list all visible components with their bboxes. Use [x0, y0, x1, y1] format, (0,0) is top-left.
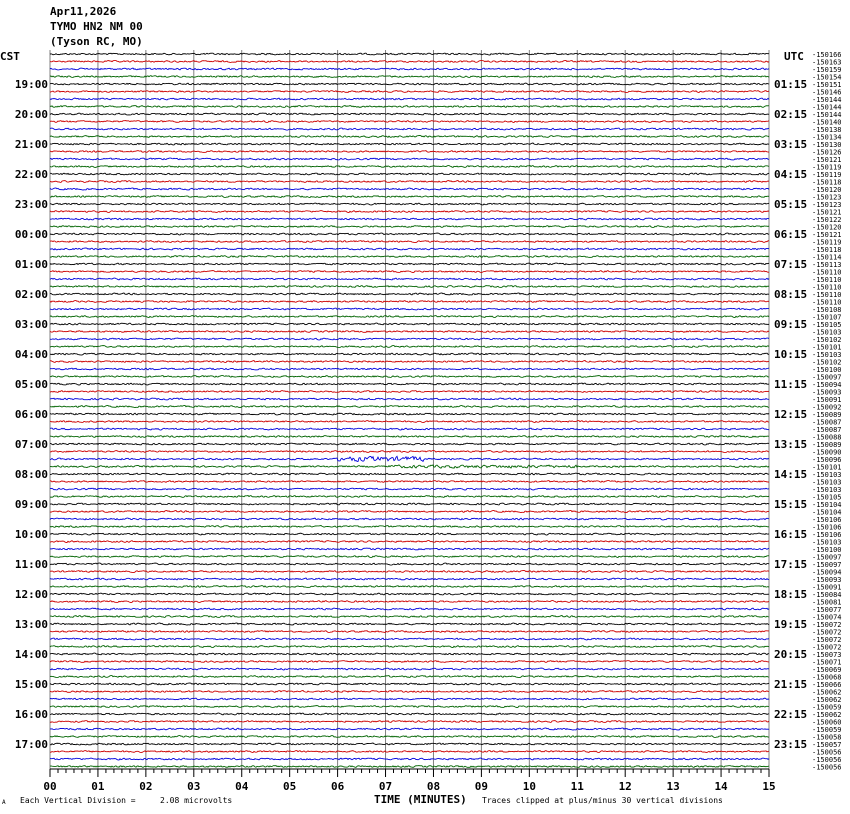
trace-line [50, 271, 769, 273]
trace-line [50, 496, 769, 498]
right-hour-label: 03:15 [774, 138, 808, 151]
right-hour-label: 16:15 [774, 528, 808, 541]
right-hour-label: 17:15 [774, 558, 808, 571]
date-label: Apr11,2026 [50, 5, 117, 18]
trace-line [50, 346, 769, 348]
trace-offset-label: -150100 [812, 546, 842, 554]
scale-value: 2.08 microvolts [160, 796, 233, 805]
x-tick-label: 11 [570, 780, 584, 793]
trace-line [50, 428, 769, 430]
x-tick-label: 01 [91, 780, 105, 793]
trace-line [50, 465, 769, 468]
left-hour-label: 20:00 [14, 108, 48, 121]
trace-line [50, 758, 769, 760]
trace-offset-label: -150062 [812, 688, 842, 697]
trace-line [50, 766, 769, 768]
trace-offset-label: -150106 [812, 531, 842, 539]
trace-line [50, 413, 769, 415]
trace-offset-label: -150089 [812, 411, 842, 419]
trace-offset-label: -150056 [812, 763, 842, 772]
trace-offset-label: -150110 [812, 276, 842, 284]
x-tick-label: 08 [426, 780, 441, 793]
trace-offset-label: -150059 [812, 703, 842, 712]
trace-offset-label: -150097 [812, 561, 842, 569]
trace-line [50, 143, 769, 145]
trace-offset-label: -150058 [812, 733, 842, 742]
trace-offset-label: -150101 [812, 343, 842, 352]
trace-offset-label: -150163 [812, 58, 842, 67]
trace-line [50, 570, 769, 572]
right-hour-label: 09:15 [774, 318, 808, 331]
trace-offset-label: -150118 [812, 246, 842, 254]
trace-line [50, 106, 769, 108]
trace-line [50, 158, 769, 160]
trace-line [50, 593, 769, 595]
trace-line [50, 353, 769, 355]
trace-offset-label: -150110 [812, 268, 842, 277]
right-hour-label: 02:15 [774, 108, 808, 121]
left-hour-label: 07:00 [14, 438, 48, 451]
clip-note: Traces clipped at plus/minus 30 vertical divisions [482, 796, 723, 805]
right-hour-label: 12:15 [774, 408, 808, 421]
trace-offset-label: -150068 [812, 673, 842, 682]
trace-line [50, 586, 769, 588]
trace-line [50, 541, 769, 543]
trace-line [50, 510, 769, 512]
left-hour-label: 10:00 [14, 528, 48, 541]
right-hour-label: 10:15 [774, 348, 808, 361]
trace-line [50, 293, 769, 295]
trace-offset-label: -150069 [812, 666, 842, 674]
trace-line [50, 451, 769, 453]
trace-line [50, 173, 769, 175]
trace-offset-label: -150130 [812, 141, 842, 149]
left-hour-label: 04:00 [14, 348, 48, 361]
trace-line [50, 563, 769, 565]
trace-offset-label: -150110 [812, 298, 842, 307]
trace-line [50, 728, 769, 730]
right-hour-label: 21:15 [774, 678, 808, 691]
trace-offset-label: -150087 [812, 418, 842, 427]
trace-offset-label: -150103 [812, 471, 842, 479]
trace-offset-label: -150073 [812, 651, 842, 659]
x-tick-label: 06 [330, 780, 345, 793]
trace-offset-label: -150062 [812, 711, 842, 719]
trace-offset-label: -150077 [812, 606, 842, 614]
left-time-labels [15, 78, 48, 751]
trace-line [50, 166, 769, 168]
trace-offset-label: -150059 [812, 726, 842, 734]
left-hour-label: 22:00 [14, 168, 48, 181]
trace-line [50, 503, 769, 505]
trace-offset-label: -150113 [812, 261, 842, 269]
trace-offset-label: -150110 [812, 291, 842, 299]
trace-line [50, 456, 769, 461]
trace-line [50, 218, 769, 220]
trace-offset-label: -150103 [812, 328, 842, 337]
trace-line [50, 391, 769, 393]
trace-offset-label: -150084 [812, 591, 842, 599]
trace-offset-label: -150104 [812, 508, 842, 517]
right-hour-label: 18:15 [774, 588, 808, 601]
trace-line [50, 526, 769, 528]
trace-line [50, 361, 769, 363]
right-hour-label: 08:15 [774, 288, 808, 301]
right-hour-label: 23:15 [774, 738, 808, 751]
trace-offset-label: -150060 [812, 718, 842, 727]
trace-group [50, 53, 769, 767]
trace-line [50, 211, 769, 213]
trace-line [50, 233, 769, 235]
x-tick-label: 15 [762, 780, 776, 793]
trace-offset-label: -150096 [812, 456, 842, 464]
trace-offset-label: -150088 [812, 433, 842, 442]
trace-line [50, 256, 769, 258]
trace-line [50, 383, 769, 385]
trace-offset-label: -150120 [812, 186, 842, 194]
x-tick-label: 02 [139, 780, 153, 793]
x-tick-label: 04 [235, 780, 249, 793]
trace-offset-label: -150138 [812, 126, 842, 134]
left-hour-label: 17:00 [14, 738, 48, 751]
trace-line [50, 608, 769, 610]
trace-offset-label: -150072 [812, 621, 842, 629]
trace-offset-label: -150146 [812, 88, 842, 97]
x-tick-label: 00 [43, 780, 57, 793]
x-tick-label: 13 [666, 780, 680, 793]
trace-line [50, 421, 769, 423]
station-label: TYMO HN2 NM 00 [50, 20, 143, 33]
right-hour-label: 05:15 [774, 198, 808, 211]
trace-line [50, 481, 769, 483]
right-timezone-label: UTC [784, 50, 804, 63]
right-hour-label: 22:15 [774, 708, 808, 721]
x-tick-label: 10 [522, 780, 536, 793]
scale-prefix: Each Vertical Division = [20, 796, 136, 805]
trace-offset-label: -150107 [812, 313, 842, 322]
left-hour-label: 21:00 [14, 138, 48, 151]
location-label: (Tyson RC, MO) [50, 35, 143, 48]
trace-line [50, 443, 769, 445]
left-hour-label: 15:00 [14, 678, 48, 691]
trace-line [50, 601, 769, 603]
trace-offset-label: -150134 [812, 133, 842, 142]
trace-line [50, 668, 769, 670]
trace-line [50, 623, 769, 625]
trace-offset-label: -150100 [812, 366, 842, 374]
trace-offset-label: -150166 [812, 51, 842, 59]
trace-line [50, 631, 769, 633]
left-hour-label: 13:00 [14, 618, 48, 631]
trace-offset-label: -150102 [812, 358, 842, 367]
trace-offset-label: -150101 [812, 463, 842, 472]
trace-offset-label: -150072 [812, 628, 842, 637]
trace-offset-label: -150089 [812, 441, 842, 449]
right-hour-label: 20:15 [774, 648, 808, 661]
trace-offset-label: -150072 [812, 643, 842, 652]
trace-offset-label: -150081 [812, 598, 842, 607]
trace-line [50, 533, 769, 535]
right-hour-label: 07:15 [774, 258, 808, 271]
trace-line [50, 128, 769, 130]
trace-offset-label: -150102 [812, 336, 842, 344]
trace-line [50, 736, 769, 738]
trace-offset-label: -150119 [812, 238, 842, 247]
left-hour-label: 09:00 [14, 498, 48, 511]
left-timezone-label: CST [0, 50, 20, 63]
trace-line [50, 653, 769, 655]
x-tick-label: 09 [474, 780, 489, 793]
left-hour-label: 02:00 [14, 288, 48, 301]
left-hour-label: 11:00 [14, 558, 48, 571]
trace-line [50, 706, 769, 708]
trace-line [50, 751, 769, 753]
trace-line [50, 196, 769, 198]
trace-offset-label: -150104 [812, 501, 842, 509]
trace-line [50, 331, 769, 333]
trace-offset-label: -150057 [812, 741, 842, 749]
trace-offset-label: -150121 [812, 208, 842, 217]
trace-line [50, 226, 769, 228]
trace-offset-label: -150103 [812, 486, 842, 494]
left-hour-label: 00:00 [14, 228, 48, 241]
trace-line [50, 68, 769, 70]
trace-line [50, 83, 769, 85]
trace-offset-label: -150126 [812, 148, 842, 157]
right-time-labels [774, 78, 807, 751]
trace-line [50, 301, 769, 303]
left-hour-label: 06:00 [14, 408, 48, 421]
trace-line [50, 316, 769, 318]
trace-offset-label: -150144 [812, 96, 842, 104]
trace-offset-label: -150144 [812, 103, 842, 112]
trace-offset-label: -150123 [812, 193, 842, 202]
right-hour-label: 06:15 [774, 228, 808, 241]
trace-line [50, 616, 769, 618]
right-hour-label: 04:15 [774, 168, 808, 181]
trace-offset-label: -150106 [812, 523, 842, 532]
trace-line [50, 398, 769, 400]
trace-line [50, 646, 769, 648]
x-tick-label: 03 [187, 780, 201, 793]
x-tick-label: 05 [283, 780, 297, 793]
trace-line [50, 241, 769, 243]
right-hour-label: 19:15 [774, 618, 808, 631]
x-tick-label: 07 [378, 780, 393, 793]
trace-line [50, 436, 769, 438]
trace-line [50, 248, 769, 250]
trace-line [50, 113, 769, 115]
trace-offset-label: -150093 [812, 388, 842, 397]
right-hour-label: 13:15 [774, 438, 808, 451]
left-hour-label: 03:00 [14, 318, 48, 331]
trace-offset-label: -150091 [812, 396, 842, 404]
trace-line [50, 286, 769, 288]
trace-offset-label: -150056 [812, 748, 842, 757]
x-axis-title: TIME (MINUTES) [374, 793, 467, 806]
trace-offset-label: -150121 [812, 156, 842, 164]
right-hour-label: 01:15 [774, 78, 808, 91]
trace-offset-label: -150056 [812, 756, 842, 764]
trace-line [50, 676, 769, 678]
trace-offset-label: -150122 [812, 216, 842, 224]
trace-line [50, 698, 769, 700]
trace-offset-label: -150071 [812, 658, 842, 667]
trace-line [50, 308, 769, 310]
trace-offset-label: -150105 [812, 493, 842, 502]
trace-line [50, 691, 769, 693]
trace-line [50, 181, 769, 183]
trace-line [50, 338, 769, 340]
trace-offset-label: -150072 [812, 636, 842, 644]
left-hour-label: 01:00 [14, 258, 48, 271]
trace-line [50, 368, 769, 370]
trace-offset-label: -150062 [812, 696, 842, 704]
offset-labels [812, 51, 842, 772]
trace-line [50, 548, 769, 550]
left-hour-label: 05:00 [14, 378, 48, 391]
trace-offset-label: -150159 [812, 66, 842, 74]
trace-offset-label: -150092 [812, 403, 842, 412]
right-hour-label: 15:15 [774, 498, 808, 511]
trace-offset-label: -150097 [812, 553, 842, 562]
trace-line [50, 53, 769, 55]
trace-offset-label: -150151 [812, 81, 842, 89]
trace-line [50, 376, 769, 378]
trace-offset-label: -150105 [812, 321, 842, 329]
trace-line [50, 151, 769, 153]
trace-offset-label: -150097 [812, 373, 842, 382]
left-hour-label: 19:00 [14, 78, 48, 91]
trace-line [50, 638, 769, 640]
trace-line [50, 76, 769, 78]
trace-line [50, 278, 769, 280]
left-hour-label: 14:00 [14, 648, 48, 661]
trace-line [50, 713, 769, 715]
trace-line [50, 578, 769, 580]
trace-line [50, 473, 769, 475]
right-hour-label: 11:15 [774, 378, 808, 391]
trace-offset-label: -150103 [812, 478, 842, 487]
trace-line [50, 135, 769, 137]
left-hour-label: 12:00 [14, 588, 48, 601]
trace-line [50, 743, 769, 745]
trace-offset-label: -150093 [812, 576, 842, 584]
x-tick-label: 12 [618, 780, 632, 793]
trace-line [50, 405, 769, 407]
trace-line [50, 518, 769, 520]
trace-line [50, 556, 769, 558]
trace-line [50, 683, 769, 685]
trace-offset-label: -150106 [812, 516, 842, 524]
left-hour-label: 08:00 [14, 468, 48, 481]
trace-offset-label: -150118 [812, 178, 842, 187]
trace-line [50, 188, 769, 190]
x-tick-label: 14 [714, 780, 728, 793]
trace-offset-label: -150154 [812, 73, 842, 82]
trace-offset-label: -150066 [812, 681, 842, 689]
trace-offset-label: -150121 [812, 231, 842, 239]
trace-offset-label: -150119 [812, 171, 842, 179]
trace-offset-label: -150091 [812, 583, 842, 592]
trace-line [50, 91, 769, 93]
trace-offset-label: -150120 [812, 223, 842, 232]
left-hour-label: 16:00 [14, 708, 48, 721]
trace-line [50, 121, 769, 123]
trace-line [50, 61, 769, 63]
trace-offset-label: -150108 [812, 306, 842, 314]
trace-offset-label: -150094 [812, 568, 842, 577]
x-axis [43, 769, 775, 793]
trace-offset-label: -150123 [812, 201, 842, 209]
trace-offset-label: -150114 [812, 253, 842, 262]
trace-line [50, 661, 769, 663]
trace-line [50, 98, 769, 100]
trace-offset-label: -150110 [812, 283, 842, 292]
trace-line [50, 488, 769, 490]
trace-line [50, 203, 769, 205]
left-hour-label: 23:00 [14, 198, 48, 211]
trace-offset-label: -150144 [812, 111, 842, 119]
trace-offset-label: -150074 [812, 613, 842, 622]
trace-offset-label: -150094 [812, 381, 842, 389]
trace-offset-label: -150103 [812, 538, 842, 547]
trace-offset-label: -150140 [812, 118, 842, 127]
trace-line [50, 263, 769, 265]
trace-offset-label: -150090 [812, 448, 842, 457]
right-hour-label: 14:15 [774, 468, 808, 481]
trace-line [50, 323, 769, 325]
corner-mark: A [2, 799, 6, 806]
trace-offset-label: -150103 [812, 351, 842, 359]
trace-offset-label: -150087 [812, 426, 842, 434]
trace-offset-label: -150119 [812, 163, 842, 172]
trace-line [50, 721, 769, 723]
